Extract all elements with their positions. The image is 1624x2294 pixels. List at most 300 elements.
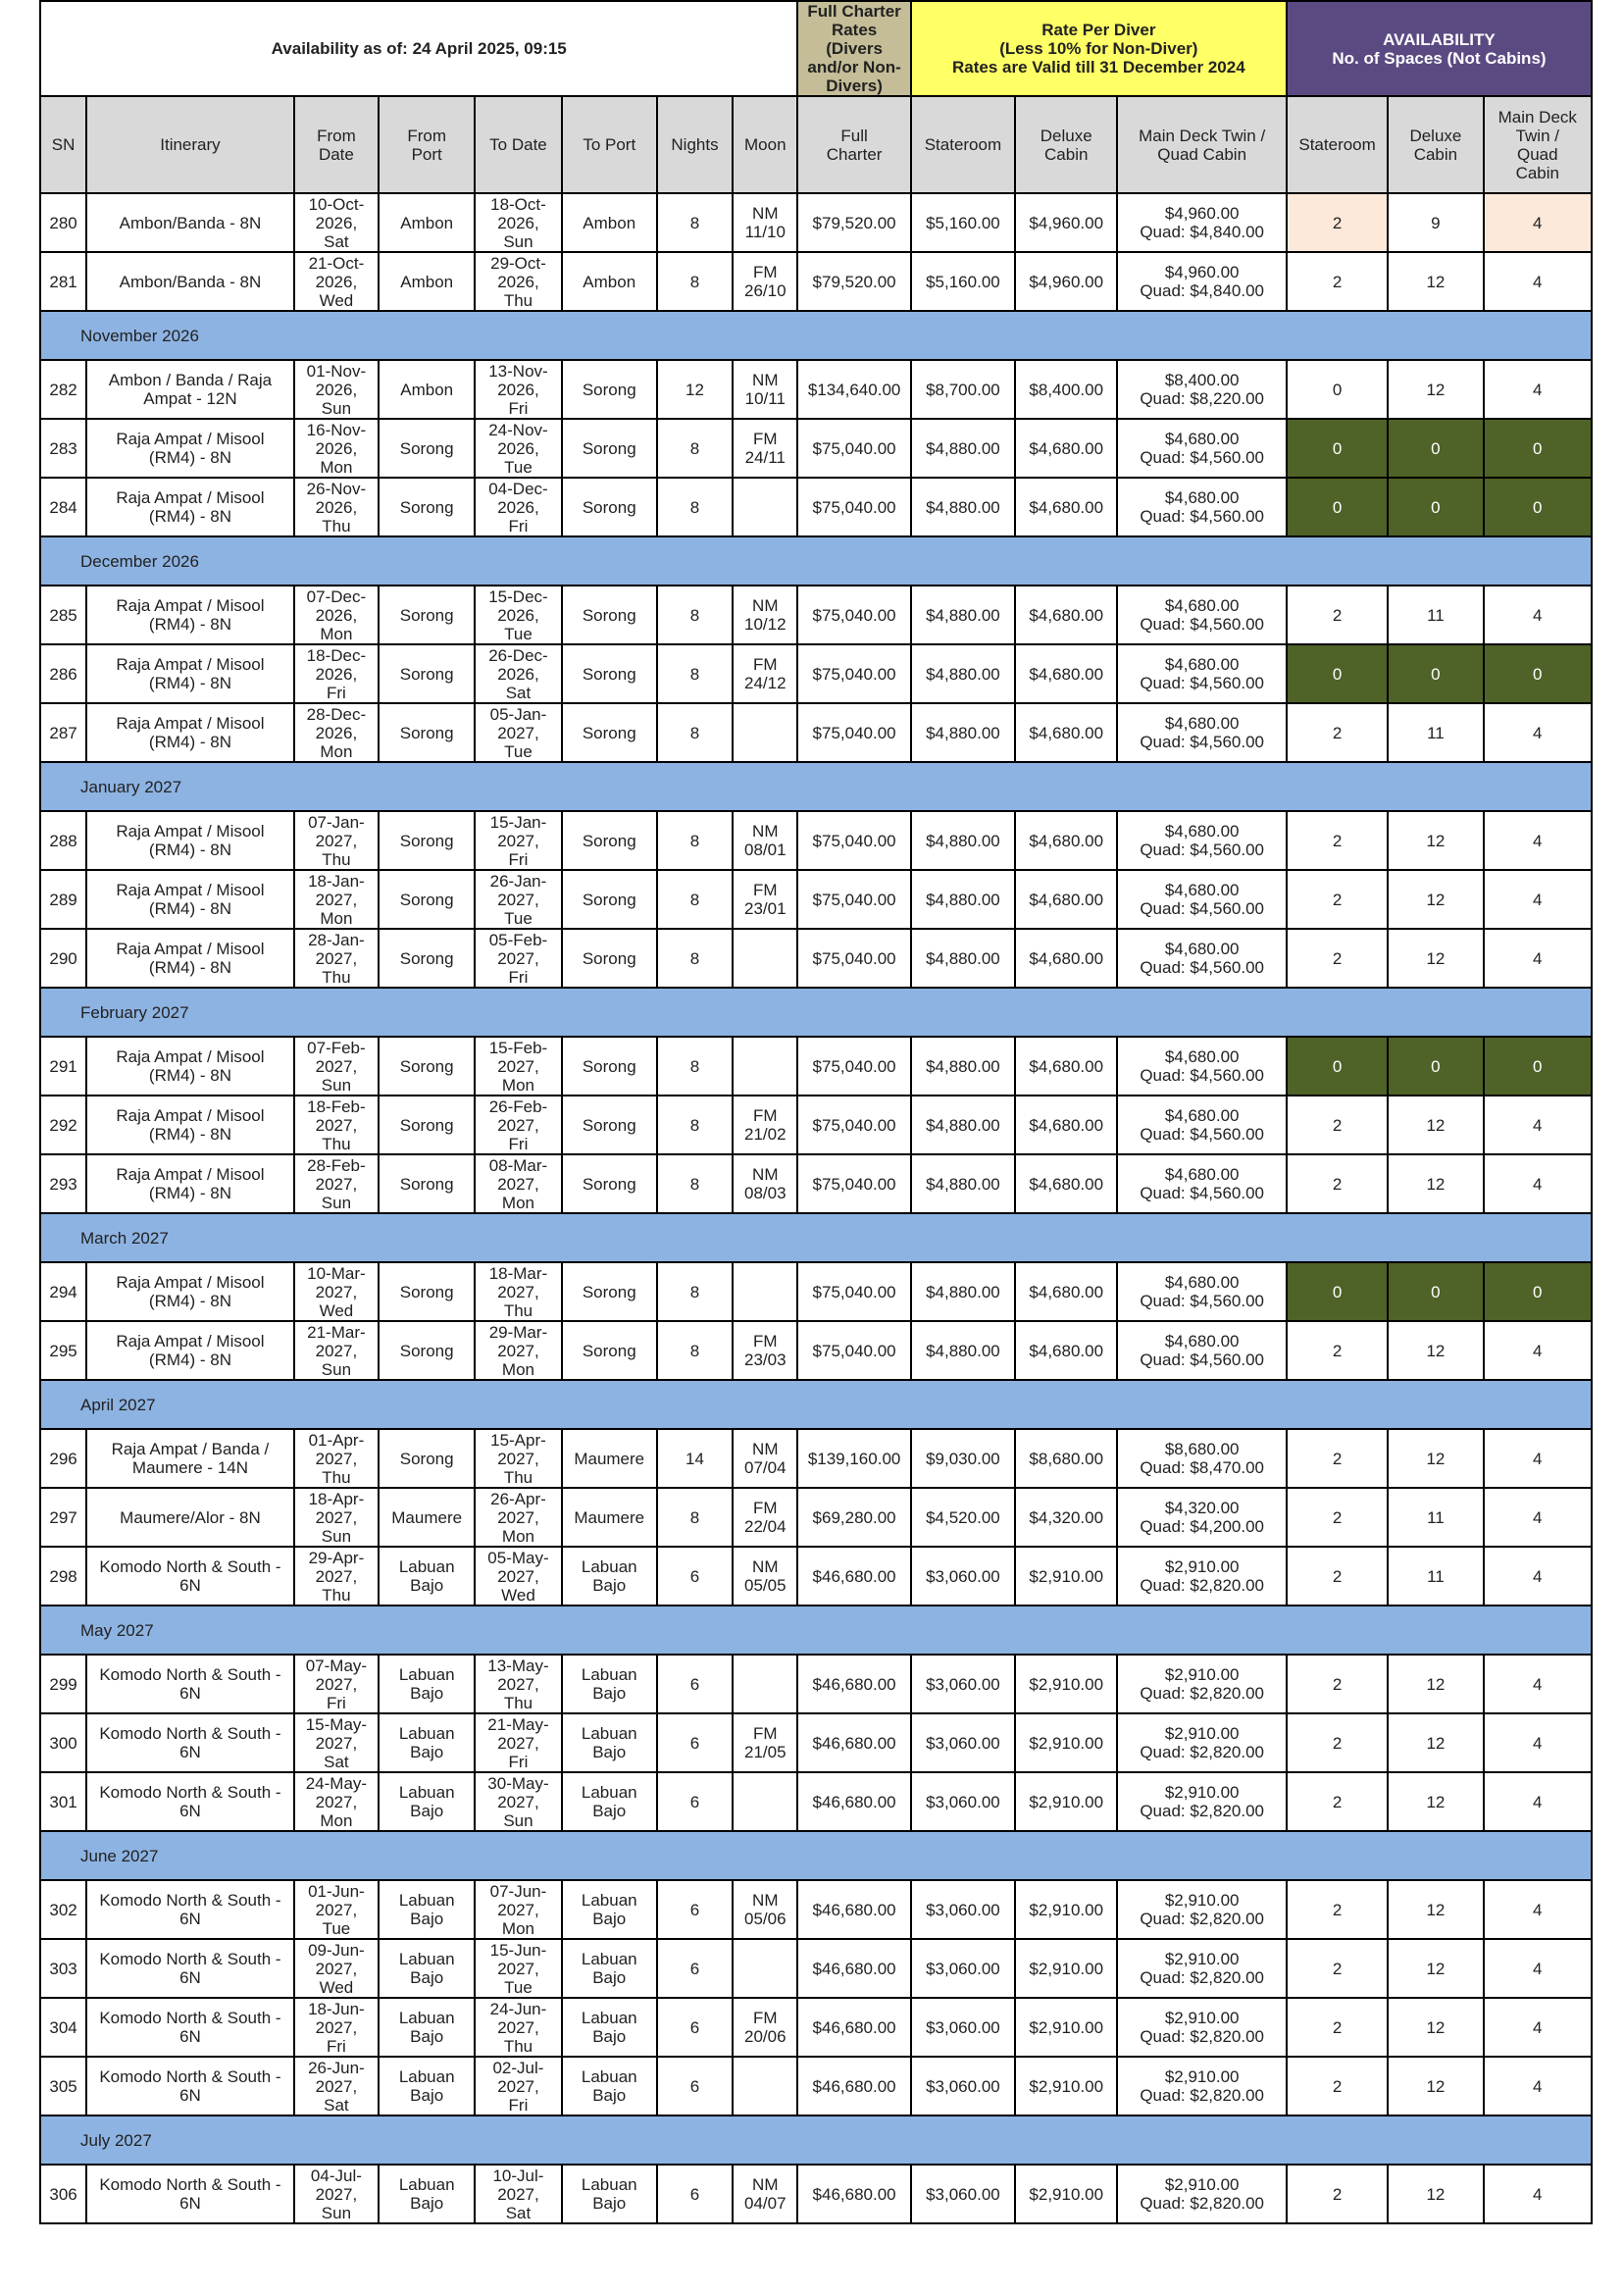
trip-moon: FM 20/06 (733, 1998, 797, 2057)
trip-from-port: Sorong (379, 478, 475, 536)
trip-to-date: 10-Jul- 2027, Sat (475, 2165, 561, 2223)
trip-from-port: Sorong (379, 1154, 475, 1213)
trip-from-port: Sorong (379, 1429, 475, 1488)
trip-main-deck-rate: $4,680.00 Quad: $4,560.00 (1117, 419, 1287, 478)
trip-to-port: Sorong (562, 811, 657, 870)
trip-nights: 6 (657, 2165, 733, 2223)
trip-itinerary: Raja Ampat / Misool (RM4) - 8N (86, 1262, 294, 1321)
trip-full-charter: $139,160.00 (797, 1429, 910, 1488)
trip-nights: 8 (657, 1262, 733, 1321)
avail-deluxe: 12 (1388, 1713, 1483, 1772)
avail-main-deck: 4 (1484, 703, 1592, 762)
trip-moon (733, 703, 797, 762)
trip-itinerary: Raja Ampat / Misool (RM4) - 8N (86, 478, 294, 536)
trip-row (40, 1154, 1592, 1213)
trip-moon: FM 23/03 (733, 1321, 797, 1380)
avail-deluxe: 12 (1388, 252, 1483, 311)
trip-sn: 294 (40, 1262, 86, 1321)
trip-nights: 8 (657, 1096, 733, 1154)
availability-as-of: Availability as of: 24 April 2025, 09:15 (40, 1, 797, 96)
avail-main-deck: 0 (1484, 478, 1592, 536)
trip-main-deck-rate: $2,910.00 Quad: $2,820.00 (1117, 1772, 1287, 1831)
trip-full-charter: $75,040.00 (797, 929, 910, 988)
trip-nights: 8 (657, 419, 733, 478)
trip-stateroom-rate: $4,880.00 (911, 1262, 1015, 1321)
trip-sn: 302 (40, 1880, 86, 1939)
trip-main-deck-rate: $2,910.00 Quad: $2,820.00 (1117, 1998, 1287, 2057)
trip-main-deck-rate: $8,400.00 Quad: $8,220.00 (1117, 360, 1287, 419)
trip-moon: NM 10/12 (733, 586, 797, 644)
avail-deluxe: 12 (1388, 1880, 1483, 1939)
trip-main-deck-rate: $2,910.00 Quad: $2,820.00 (1117, 2057, 1287, 2116)
trip-nights: 8 (657, 703, 733, 762)
month-header-row (40, 762, 1592, 811)
trip-to-port: Sorong (562, 1154, 657, 1213)
trip-from-port: Labuan Bajo (379, 1880, 475, 1939)
trip-from-port: Sorong (379, 644, 475, 703)
avail-deluxe: 12 (1388, 1939, 1483, 1998)
trip-to-date: 26-Dec- 2026, Sat (475, 644, 561, 703)
trip-from-date: 28-Feb- 2027, Sun (294, 1154, 379, 1213)
trip-sn: 300 (40, 1713, 86, 1772)
trip-to-port: Sorong (562, 1096, 657, 1154)
avail-deluxe: 12 (1388, 929, 1483, 988)
trip-row (40, 2057, 1592, 2116)
avail-stateroom: 2 (1287, 1096, 1388, 1154)
trip-deluxe-rate: $2,910.00 (1015, 1880, 1117, 1939)
trip-deluxe-rate: $4,960.00 (1015, 193, 1117, 252)
trip-itinerary: Raja Ampat / Misool (RM4) - 8N (86, 1154, 294, 1213)
trip-sn: 305 (40, 2057, 86, 2116)
trip-sn: 287 (40, 703, 86, 762)
trip-itinerary: Ambon / Banda / Raja Ampat - 12N (86, 360, 294, 419)
trip-stateroom-rate: $4,880.00 (911, 1096, 1015, 1154)
trip-moon: FM 26/10 (733, 252, 797, 311)
avail-stateroom: 2 (1287, 193, 1388, 252)
col-stateroom-avail: Stateroom (1287, 96, 1388, 193)
trip-from-port: Sorong (379, 1262, 475, 1321)
trip-main-deck-rate: $4,680.00 Quad: $4,560.00 (1117, 1037, 1287, 1096)
trip-from-date: 07-Jan- 2027, Thu (294, 811, 379, 870)
trip-from-port: Sorong (379, 419, 475, 478)
month-label: December 2026 (40, 536, 1592, 586)
trip-to-port: Sorong (562, 1262, 657, 1321)
trip-stateroom-rate: $5,160.00 (911, 252, 1015, 311)
trip-to-port: Sorong (562, 703, 657, 762)
col-to-port: To Port (562, 96, 657, 193)
trip-sn: 295 (40, 1321, 86, 1380)
trip-to-port: Sorong (562, 870, 657, 929)
trip-to-port: Labuan Bajo (562, 1880, 657, 1939)
trip-full-charter: $75,040.00 (797, 1037, 910, 1096)
trip-full-charter: $75,040.00 (797, 586, 910, 644)
avail-main-deck: 4 (1484, 811, 1592, 870)
avail-deluxe: 11 (1388, 703, 1483, 762)
trip-sn: 290 (40, 929, 86, 988)
avail-deluxe: 0 (1388, 419, 1483, 478)
col-nights: Nights (657, 96, 733, 193)
avail-main-deck: 4 (1484, 1713, 1592, 1772)
trip-deluxe-rate: $4,680.00 (1015, 1096, 1117, 1154)
avail-stateroom: 0 (1287, 1037, 1388, 1096)
month-label: January 2027 (40, 762, 1592, 811)
trip-itinerary: Komodo North & South - 6N (86, 1713, 294, 1772)
trip-sn: 284 (40, 478, 86, 536)
trip-full-charter: $75,040.00 (797, 478, 910, 536)
trip-moon: NM 10/11 (733, 360, 797, 419)
month-header-row (40, 2116, 1592, 2165)
trip-nights: 8 (657, 1488, 733, 1547)
trip-sn: 303 (40, 1939, 86, 1998)
trip-stateroom-rate: $3,060.00 (911, 2165, 1015, 2223)
header-group-row (40, 1, 1592, 96)
trip-to-date: 15-Jun- 2027, Tue (475, 1939, 561, 1998)
trip-from-date: 18-Apr- 2027, Sun (294, 1488, 379, 1547)
trip-itinerary: Komodo North & South - 6N (86, 1998, 294, 2057)
trip-full-charter: $46,680.00 (797, 1880, 910, 1939)
trip-full-charter: $75,040.00 (797, 1096, 910, 1154)
trip-main-deck-rate: $4,680.00 Quad: $4,560.00 (1117, 478, 1287, 536)
avail-main-deck: 4 (1484, 1939, 1592, 1998)
trip-itinerary: Komodo North & South - 6N (86, 2165, 294, 2223)
trip-to-port: Maumere (562, 1429, 657, 1488)
avail-stateroom: 2 (1287, 252, 1388, 311)
trip-full-charter: $75,040.00 (797, 644, 910, 703)
trip-sn: 280 (40, 193, 86, 252)
avail-deluxe: 0 (1388, 644, 1483, 703)
avail-stateroom: 0 (1287, 644, 1388, 703)
trip-itinerary: Raja Ampat / Misool (RM4) - 8N (86, 419, 294, 478)
avail-main-deck: 0 (1484, 644, 1592, 703)
avail-main-deck: 4 (1484, 1880, 1592, 1939)
trip-moon: FM 24/11 (733, 419, 797, 478)
avail-deluxe: 12 (1388, 870, 1483, 929)
trip-itinerary: Raja Ampat / Misool (RM4) - 8N (86, 929, 294, 988)
trip-sn: 286 (40, 644, 86, 703)
trip-row (40, 1096, 1592, 1154)
trip-sn: 304 (40, 1998, 86, 2057)
trip-deluxe-rate: $8,400.00 (1015, 360, 1117, 419)
trip-stateroom-rate: $3,060.00 (911, 1655, 1015, 1713)
avail-main-deck: 4 (1484, 193, 1592, 252)
trip-main-deck-rate: $4,680.00 Quad: $4,560.00 (1117, 703, 1287, 762)
trip-moon: NM 08/03 (733, 1154, 797, 1213)
trip-full-charter: $75,040.00 (797, 1321, 910, 1380)
trip-main-deck-rate: $4,680.00 Quad: $4,560.00 (1117, 929, 1287, 988)
trip-from-port: Labuan Bajo (379, 1772, 475, 1831)
trip-to-port: Ambon (562, 193, 657, 252)
trip-from-port: Sorong (379, 1037, 475, 1096)
trip-row (40, 1429, 1592, 1488)
avail-main-deck: 4 (1484, 1321, 1592, 1380)
trip-deluxe-rate: $2,910.00 (1015, 1772, 1117, 1831)
trip-row (40, 1655, 1592, 1713)
trip-moon: NM 05/05 (733, 1547, 797, 1606)
trip-deluxe-rate: $4,680.00 (1015, 644, 1117, 703)
trip-nights: 8 (657, 870, 733, 929)
trip-stateroom-rate: $4,880.00 (911, 586, 1015, 644)
trip-main-deck-rate: $4,960.00 Quad: $4,840.00 (1117, 193, 1287, 252)
availability-table (39, 0, 1593, 2224)
avail-deluxe: 12 (1388, 1998, 1483, 2057)
trip-to-port: Sorong (562, 586, 657, 644)
trip-moon: NM 07/04 (733, 1429, 797, 1488)
trip-sn: 299 (40, 1655, 86, 1713)
trip-to-port: Sorong (562, 419, 657, 478)
trip-from-date: 16-Nov- 2026, Mon (294, 419, 379, 478)
avail-stateroom: 2 (1287, 870, 1388, 929)
trip-from-port: Sorong (379, 929, 475, 988)
trip-sn: 283 (40, 419, 86, 478)
trip-stateroom-rate: $4,880.00 (911, 1321, 1015, 1380)
trip-to-date: 05-May- 2027, Wed (475, 1547, 561, 1606)
avail-main-deck: 4 (1484, 1772, 1592, 1831)
trip-itinerary: Komodo North & South - 6N (86, 1655, 294, 1713)
trip-from-date: 18-Jun- 2027, Fri (294, 1998, 379, 2057)
trip-itinerary: Raja Ampat / Misool (RM4) - 8N (86, 1096, 294, 1154)
avail-main-deck: 4 (1484, 252, 1592, 311)
trip-to-date: 05-Jan- 2027, Tue (475, 703, 561, 762)
avail-main-deck: 0 (1484, 1262, 1592, 1321)
trip-from-port: Labuan Bajo (379, 1655, 475, 1713)
avail-deluxe: 12 (1388, 1429, 1483, 1488)
trip-from-port: Labuan Bajo (379, 2057, 475, 2116)
avail-main-deck: 4 (1484, 586, 1592, 644)
trip-itinerary: Raja Ampat / Misool (RM4) - 8N (86, 1037, 294, 1096)
trip-nights: 8 (657, 929, 733, 988)
trip-nights: 8 (657, 1321, 733, 1380)
trip-stateroom-rate: $4,880.00 (911, 703, 1015, 762)
trip-nights: 6 (657, 1655, 733, 1713)
trip-itinerary: Raja Ampat / Misool (RM4) - 8N (86, 1321, 294, 1380)
trip-deluxe-rate: $4,680.00 (1015, 586, 1117, 644)
trip-from-port: Sorong (379, 586, 475, 644)
avail-stateroom: 2 (1287, 1713, 1388, 1772)
avail-stateroom: 0 (1287, 478, 1388, 536)
trip-full-charter: $46,680.00 (797, 1655, 910, 1713)
avail-deluxe: 12 (1388, 1321, 1483, 1380)
avail-main-deck: 4 (1484, 1488, 1592, 1547)
trip-from-date: 01-Apr- 2027, Thu (294, 1429, 379, 1488)
trip-to-date: 21-May- 2027, Fri (475, 1713, 561, 1772)
trip-from-date: 24-May- 2027, Mon (294, 1772, 379, 1831)
trip-main-deck-rate: $4,960.00 Quad: $4,840.00 (1117, 252, 1287, 311)
trip-row (40, 1713, 1592, 1772)
avail-deluxe: 12 (1388, 811, 1483, 870)
col-to-date: To Date (475, 96, 561, 193)
trip-from-date: 21-Oct- 2026, Wed (294, 252, 379, 311)
month-header-row (40, 1831, 1592, 1880)
month-header-row (40, 1606, 1592, 1655)
avail-deluxe: 12 (1388, 1772, 1483, 1831)
trip-stateroom-rate: $3,060.00 (911, 1547, 1015, 1606)
trip-sn: 293 (40, 1154, 86, 1213)
avail-main-deck: 4 (1484, 870, 1592, 929)
avail-deluxe: 12 (1388, 2165, 1483, 2223)
trip-itinerary: Komodo North & South - 6N (86, 1547, 294, 1606)
trip-from-port: Sorong (379, 811, 475, 870)
trip-row (40, 478, 1592, 536)
trip-from-port: Ambon (379, 252, 475, 311)
trip-from-date: 07-May- 2027, Fri (294, 1655, 379, 1713)
avail-stateroom: 2 (1287, 929, 1388, 988)
trip-to-date: 26-Feb- 2027, Fri (475, 1096, 561, 1154)
avail-main-deck: 4 (1484, 360, 1592, 419)
trip-from-port: Ambon (379, 360, 475, 419)
trip-full-charter: $69,280.00 (797, 1488, 910, 1547)
trip-to-port: Sorong (562, 360, 657, 419)
col-deluxe-avail: Deluxe Cabin (1388, 96, 1483, 193)
avail-main-deck: 4 (1484, 929, 1592, 988)
trip-row (40, 252, 1592, 311)
trip-stateroom-rate: $4,880.00 (911, 929, 1015, 988)
avail-stateroom: 2 (1287, 586, 1388, 644)
trip-main-deck-rate: $2,910.00 Quad: $2,820.00 (1117, 1939, 1287, 1998)
avail-deluxe: 0 (1388, 1262, 1483, 1321)
rate-per-diver-heading: Rate Per Diver (Less 10% for Non-Diver) Rates are Valid till 31 December 2024 (911, 1, 1287, 96)
trip-sn: 301 (40, 1772, 86, 1831)
trip-from-date: 21-Mar- 2027, Sun (294, 1321, 379, 1380)
trip-stateroom-rate: $3,060.00 (911, 2057, 1015, 2116)
avail-main-deck: 4 (1484, 1547, 1592, 1606)
month-header-row (40, 536, 1592, 586)
trip-to-port: Labuan Bajo (562, 1547, 657, 1606)
trip-row (40, 929, 1592, 988)
avail-stateroom: 2 (1287, 1154, 1388, 1213)
month-label: June 2027 (40, 1831, 1592, 1880)
trip-main-deck-rate: $8,680.00 Quad: $8,470.00 (1117, 1429, 1287, 1488)
trip-itinerary: Komodo North & South - 6N (86, 1939, 294, 1998)
avail-deluxe: 12 (1388, 2057, 1483, 2116)
trip-itinerary: Komodo North & South - 6N (86, 1880, 294, 1939)
trip-stateroom-rate: $4,880.00 (911, 870, 1015, 929)
trip-from-date: 09-Jun- 2027, Wed (294, 1939, 379, 1998)
trip-to-date: 15-Feb- 2027, Mon (475, 1037, 561, 1096)
trip-moon (733, 478, 797, 536)
trip-from-date: 18-Dec- 2026, Fri (294, 644, 379, 703)
trip-deluxe-rate: $2,910.00 (1015, 1713, 1117, 1772)
trip-stateroom-rate: $4,880.00 (911, 644, 1015, 703)
trip-itinerary: Raja Ampat / Misool (RM4) - 8N (86, 586, 294, 644)
avail-deluxe: 9 (1388, 193, 1483, 252)
month-label: May 2027 (40, 1606, 1592, 1655)
trip-row (40, 703, 1592, 762)
trip-moon: FM 21/05 (733, 1713, 797, 1772)
trip-itinerary: Komodo North & South - 6N (86, 2057, 294, 2116)
month-header-row (40, 1213, 1592, 1262)
trip-itinerary: Ambon/Banda - 8N (86, 252, 294, 311)
avail-main-deck: 0 (1484, 1037, 1592, 1096)
trip-deluxe-rate: $8,680.00 (1015, 1429, 1117, 1488)
trip-to-date: 24-Nov- 2026, Tue (475, 419, 561, 478)
trip-from-date: 26-Jun- 2027, Sat (294, 2057, 379, 2116)
trip-to-port: Labuan Bajo (562, 1772, 657, 1831)
col-main-deck-avail: Main Deck Twin / Quad Cabin (1484, 96, 1592, 193)
trip-to-date: 13-May- 2027, Thu (475, 1655, 561, 1713)
trip-moon: FM 24/12 (733, 644, 797, 703)
month-label: November 2026 (40, 311, 1592, 360)
avail-deluxe: 12 (1388, 1655, 1483, 1713)
trip-main-deck-rate: $2,910.00 Quad: $2,820.00 (1117, 1547, 1287, 1606)
avail-main-deck: 4 (1484, 2057, 1592, 2116)
trip-row (40, 1880, 1592, 1939)
trip-stateroom-rate: $3,060.00 (911, 1772, 1015, 1831)
trip-nights: 6 (657, 2057, 733, 2116)
trip-row (40, 1939, 1592, 1998)
col-deluxe-rate: Deluxe Cabin (1015, 96, 1117, 193)
avail-stateroom: 2 (1287, 2165, 1388, 2223)
trip-deluxe-rate: $4,680.00 (1015, 419, 1117, 478)
avail-stateroom: 0 (1287, 1262, 1388, 1321)
trip-to-date: 15-Apr- 2027, Thu (475, 1429, 561, 1488)
trip-row (40, 1488, 1592, 1547)
trip-deluxe-rate: $4,680.00 (1015, 811, 1117, 870)
avail-deluxe: 11 (1388, 1488, 1483, 1547)
trip-nights: 8 (657, 586, 733, 644)
trip-sn: 298 (40, 1547, 86, 1606)
trip-stateroom-rate: $3,060.00 (911, 1998, 1015, 2057)
trip-to-port: Maumere (562, 1488, 657, 1547)
trip-main-deck-rate: $4,680.00 Quad: $4,560.00 (1117, 644, 1287, 703)
trip-moon: NM 11/10 (733, 193, 797, 252)
trip-full-charter: $75,040.00 (797, 703, 910, 762)
trip-to-port: Labuan Bajo (562, 1998, 657, 2057)
trip-full-charter: $134,640.00 (797, 360, 910, 419)
trip-from-date: 15-May- 2027, Sat (294, 1713, 379, 1772)
trip-moon: NM 05/06 (733, 1880, 797, 1939)
trip-full-charter: $75,040.00 (797, 1262, 910, 1321)
trip-deluxe-rate: $4,680.00 (1015, 478, 1117, 536)
trip-from-port: Sorong (379, 1096, 475, 1154)
avail-stateroom: 2 (1287, 1772, 1388, 1831)
trip-deluxe-rate: $4,680.00 (1015, 1262, 1117, 1321)
trip-from-date: 10-Mar- 2027, Wed (294, 1262, 379, 1321)
trip-to-date: 26-Apr- 2027, Mon (475, 1488, 561, 1547)
trip-from-port: Ambon (379, 193, 475, 252)
trip-deluxe-rate: $4,320.00 (1015, 1488, 1117, 1547)
trip-from-port: Labuan Bajo (379, 1939, 475, 1998)
trip-from-port: Labuan Bajo (379, 1547, 475, 1606)
trip-row (40, 193, 1592, 252)
avail-deluxe: 12 (1388, 1154, 1483, 1213)
trip-itinerary: Raja Ampat / Misool (RM4) - 8N (86, 703, 294, 762)
trip-main-deck-rate: $2,910.00 Quad: $2,820.00 (1117, 2165, 1287, 2223)
trip-to-port: Sorong (562, 644, 657, 703)
trip-from-date: 18-Feb- 2027, Thu (294, 1096, 379, 1154)
column-header-row (40, 96, 1592, 193)
avail-deluxe: 0 (1388, 1037, 1483, 1096)
trip-from-date: 07-Dec- 2026, Mon (294, 586, 379, 644)
trip-deluxe-rate: $2,910.00 (1015, 2165, 1117, 2223)
avail-deluxe: 12 (1388, 1096, 1483, 1154)
trip-stateroom-rate: $4,880.00 (911, 1154, 1015, 1213)
trip-nights: 8 (657, 1037, 733, 1096)
trip-moon (733, 1939, 797, 1998)
trip-nights: 8 (657, 478, 733, 536)
trip-to-port: Labuan Bajo (562, 2165, 657, 2223)
trip-stateroom-rate: $5,160.00 (911, 193, 1015, 252)
trip-stateroom-rate: $4,880.00 (911, 1037, 1015, 1096)
schedule-body (40, 193, 1592, 2223)
avail-deluxe: 12 (1388, 360, 1483, 419)
trip-moon: FM 21/02 (733, 1096, 797, 1154)
trip-stateroom-rate: $4,880.00 (911, 478, 1015, 536)
trip-moon (733, 2057, 797, 2116)
trip-stateroom-rate: $3,060.00 (911, 1880, 1015, 1939)
trip-sn: 289 (40, 870, 86, 929)
avail-main-deck: 4 (1484, 1154, 1592, 1213)
trip-moon (733, 1772, 797, 1831)
